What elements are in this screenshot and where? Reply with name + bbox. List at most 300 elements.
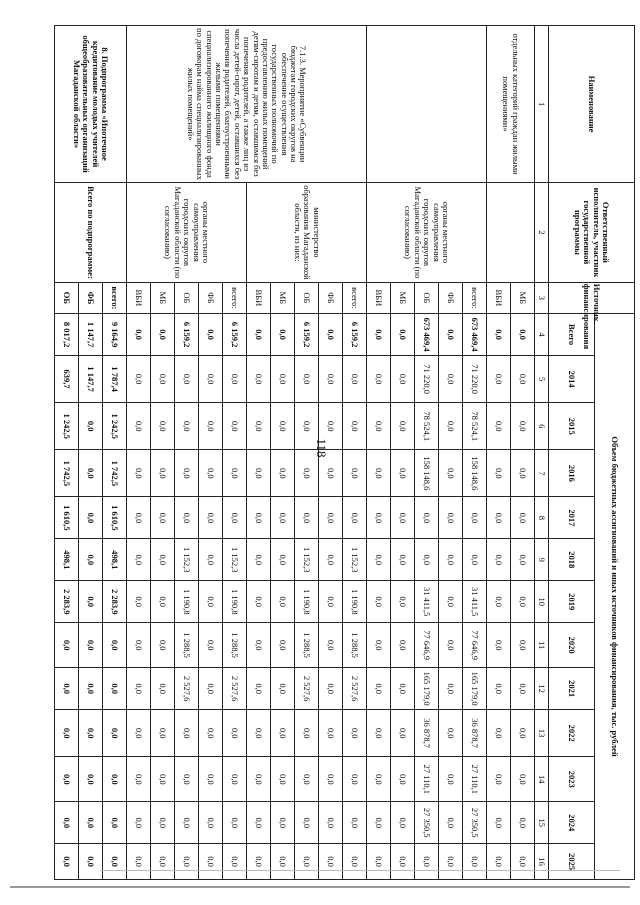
row-value: 158 148,6: [415, 450, 439, 497]
row-value: 0,0: [511, 403, 535, 450]
row-value: 0,0: [487, 403, 511, 450]
row-value: 31 411,5: [463, 581, 487, 623]
row-value: 0,0: [127, 497, 151, 539]
row-value: 6 159,2: [175, 314, 199, 356]
row-value: 0,0: [79, 497, 103, 539]
row-value: 0,0: [199, 668, 223, 710]
row-value: 1 152,3: [175, 539, 199, 581]
row-value: 1 288,5: [295, 623, 319, 668]
column-number: 6: [535, 403, 549, 450]
row-value: 0,0: [487, 802, 511, 844]
row-source: ВБИ: [487, 282, 511, 313]
row-value: 2 527,6: [175, 668, 199, 710]
row-value: 0,0: [511, 757, 535, 802]
row-value: 0,0: [439, 757, 463, 802]
row-value: 1 610,5: [55, 497, 79, 539]
header-year: 2025: [549, 844, 595, 880]
row-value: 0,0: [439, 403, 463, 450]
row-value: 498,1: [103, 539, 127, 581]
row-value: 0,0: [199, 581, 223, 623]
row-value: 0,0: [175, 450, 199, 497]
row-value: 0,0: [439, 623, 463, 668]
divider: [100, 870, 620, 871]
row-value: 0,0: [223, 497, 247, 539]
row-value: 0,0: [439, 314, 463, 356]
row-value: 0,0: [463, 844, 487, 880]
row-value: 0,0: [415, 539, 439, 581]
row-source: МБ: [511, 282, 535, 313]
page-number: 118: [314, 438, 329, 458]
row-source: ОБ: [295, 282, 319, 313]
column-number: 5: [535, 356, 549, 403]
row-value: 0,0: [319, 356, 343, 403]
row-value: 0,0: [175, 403, 199, 450]
row-value: 78 524,1: [415, 403, 439, 450]
row-value: 0,0: [151, 403, 175, 450]
column-number: 16: [535, 844, 549, 880]
row-value: 0,0: [343, 450, 367, 497]
column-number: 4: [535, 314, 549, 356]
row-value: 0,0: [103, 802, 127, 844]
column-number: 2: [535, 183, 549, 283]
header-name: Наименование: [549, 26, 635, 183]
header-year: 2016: [549, 450, 595, 497]
row-value: 0,0: [487, 539, 511, 581]
column-number: 9: [535, 539, 549, 581]
row-source: ФБ: [319, 282, 343, 313]
row-value: 0,0: [199, 403, 223, 450]
row-value: 0,0: [127, 668, 151, 710]
header-year: 2021: [549, 668, 595, 710]
row-value: 0,0: [511, 802, 535, 844]
row-value: 0,0: [487, 356, 511, 403]
row-value: 0,0: [319, 581, 343, 623]
row-responsible: [487, 183, 535, 283]
row-value: 0,0: [55, 802, 79, 844]
row-responsible: органы местного самоуправления городских округов Магаданской области (по согласованию): [127, 183, 247, 283]
row-source: всего:: [223, 282, 247, 313]
scan-edge: [10, 886, 630, 888]
column-number: 7: [535, 450, 549, 497]
row-value: 0,0: [151, 802, 175, 844]
header-source: Источник финансирования: [549, 282, 635, 313]
row-value: 0,0: [103, 757, 127, 802]
row-value: 0,0: [271, 403, 295, 450]
row-value: 0,0: [199, 450, 223, 497]
row-value: 0,0: [415, 844, 439, 880]
row-value: 0,0: [271, 581, 295, 623]
row-value: 0,0: [247, 450, 271, 497]
row-value: 0,0: [79, 623, 103, 668]
table-row: [511, 26, 535, 880]
table-container: [40, 25, 635, 880]
row-value: 0,0: [223, 710, 247, 757]
column-number: 10: [535, 581, 549, 623]
row-value: 1 190,8: [223, 581, 247, 623]
row-value: 6 159,2: [223, 314, 247, 356]
row-value: 0,0: [271, 844, 295, 880]
row-value: 0,0: [319, 844, 343, 880]
row-value: 0,0: [511, 581, 535, 623]
row-value: 0,0: [175, 757, 199, 802]
row-value: 0,0: [487, 844, 511, 880]
row-value: 1 787,4: [103, 356, 127, 403]
row-value: 1 242,5: [103, 403, 127, 450]
row-value: 8 017,2: [55, 314, 79, 356]
row-value: 0,0: [175, 356, 199, 403]
row-value: 71 220,0: [415, 356, 439, 403]
row-value: 673 469,4: [463, 314, 487, 356]
row-value: 0,0: [367, 623, 391, 668]
row-value: 0,0: [247, 314, 271, 356]
row-value: 0,0: [247, 581, 271, 623]
row-value: 0,0: [79, 403, 103, 450]
row-value: 0,0: [343, 710, 367, 757]
row-value: 0,0: [127, 623, 151, 668]
row-value: 639,7: [55, 356, 79, 403]
row-value: 0,0: [199, 757, 223, 802]
row-value: 0,0: [295, 844, 319, 880]
row-value: 0,0: [367, 668, 391, 710]
row-value: 0,0: [247, 844, 271, 880]
header-volume: Объем бюджетных ассигнований и иных источников финансирования, тыс. рублей: [595, 314, 635, 880]
row-value: 0,0: [391, 802, 415, 844]
row-value: 0,0: [511, 450, 535, 497]
column-number: 15: [535, 802, 549, 844]
row-value: 0,0: [151, 623, 175, 668]
row-value: 6 159,2: [295, 314, 319, 356]
row-value: 0,0: [511, 844, 535, 880]
row-source: ОБ: [175, 282, 199, 313]
row-value: 0,0: [79, 581, 103, 623]
row-value: 0,0: [175, 802, 199, 844]
row-source: ВБИ: [247, 282, 271, 313]
row-value: 0,0: [295, 802, 319, 844]
row-value: 0,0: [55, 844, 79, 880]
row-value: 31 411,5: [415, 581, 439, 623]
row-value: 0,0: [487, 757, 511, 802]
row-value: 2 283,9: [55, 581, 79, 623]
row-value: 0,0: [511, 668, 535, 710]
row-value: 1 242,5: [55, 403, 79, 450]
row-value: 0,0: [151, 757, 175, 802]
row-value: 0,0: [439, 844, 463, 880]
row-value: 0,0: [367, 757, 391, 802]
row-value: 27 350,5: [463, 802, 487, 844]
row-value: 0,0: [439, 450, 463, 497]
row-value: 0,0: [487, 710, 511, 757]
row-value: 0,0: [391, 497, 415, 539]
row-value: 0,0: [295, 757, 319, 802]
row-value: 0,0: [367, 710, 391, 757]
column-number: 11: [535, 623, 549, 668]
row-value: 0,0: [127, 314, 151, 356]
header-year: 2017: [549, 497, 595, 539]
row-value: 1 147,7: [79, 314, 103, 356]
header-total: Всего: [549, 314, 595, 356]
row-source: всего:: [463, 282, 487, 313]
row-value: 0,0: [439, 356, 463, 403]
row-value: 0,0: [247, 757, 271, 802]
row-value: 0,0: [343, 403, 367, 450]
row-value: 498,1: [55, 539, 79, 581]
row-value: 0,0: [55, 623, 79, 668]
row-value: 0,0: [367, 403, 391, 450]
row-value: 0,0: [367, 450, 391, 497]
row-value: 0,0: [319, 623, 343, 668]
row-value: 0,0: [79, 450, 103, 497]
row-value: 2 283,9: [103, 581, 127, 623]
row-source: всего:: [343, 282, 367, 313]
row-value: 1 288,5: [175, 623, 199, 668]
row-value: 0,0: [127, 802, 151, 844]
column-number: 3: [535, 282, 549, 313]
row-value: 0,0: [319, 450, 343, 497]
row-value: 27 350,5: [415, 802, 439, 844]
row-value: 0,0: [79, 668, 103, 710]
row-value: 0,0: [127, 581, 151, 623]
row-source: МБ: [151, 282, 175, 313]
row-name: [367, 26, 487, 183]
row-value: 0,0: [151, 539, 175, 581]
row-value: 0,0: [367, 314, 391, 356]
row-value: 0,0: [127, 403, 151, 450]
row-source: ОБ: [55, 282, 79, 313]
row-value: 36 878,7: [415, 710, 439, 757]
row-value: 0,0: [223, 802, 247, 844]
row-value: 0,0: [295, 356, 319, 403]
header-year: 2014: [549, 356, 595, 403]
row-value: 2 527,6: [223, 668, 247, 710]
row-source: ВБИ: [127, 282, 151, 313]
row-value: 0,0: [367, 356, 391, 403]
row-value: 0,0: [247, 497, 271, 539]
row-value: 0,0: [271, 356, 295, 403]
row-value: 0,0: [439, 539, 463, 581]
row-value: 0,0: [511, 356, 535, 403]
row-value: 0,0: [343, 757, 367, 802]
row-value: 0,0: [247, 539, 271, 581]
row-source: всего:: [103, 282, 127, 313]
row-value: 0,0: [199, 623, 223, 668]
header-year: 2015: [549, 403, 595, 450]
row-value: 0,0: [151, 356, 175, 403]
row-value: 0,0: [439, 710, 463, 757]
row-value: 0,0: [79, 757, 103, 802]
row-value: 0,0: [487, 450, 511, 497]
row-value: 0,0: [127, 710, 151, 757]
row-value: 77 646,9: [463, 623, 487, 668]
row-value: 0,0: [271, 314, 295, 356]
row-value: 0,0: [511, 497, 535, 539]
row-source: ФБ: [79, 282, 103, 313]
row-value: 0,0: [271, 497, 295, 539]
row-value: 27 110,1: [463, 757, 487, 802]
row-value: 0,0: [55, 757, 79, 802]
row-value: 0,0: [319, 668, 343, 710]
row-value: 0,0: [391, 757, 415, 802]
row-value: 1 742,5: [103, 450, 127, 497]
row-value: 0,0: [295, 450, 319, 497]
row-value: 0,0: [343, 356, 367, 403]
row-value: 0,0: [511, 710, 535, 757]
row-source: ФБ: [199, 282, 223, 313]
row-value: 0,0: [271, 539, 295, 581]
row-value: 0,0: [391, 581, 415, 623]
row-value: 1 190,8: [295, 581, 319, 623]
row-value: 0,0: [55, 668, 79, 710]
table-row: [103, 26, 127, 880]
row-value: 0,0: [127, 450, 151, 497]
row-value: 27 110,1: [415, 757, 439, 802]
row-value: 0,0: [439, 668, 463, 710]
row-responsible: министерство образования Магаданской области, из них:: [247, 183, 367, 283]
row-value: 0,0: [103, 623, 127, 668]
column-number: 13: [535, 710, 549, 757]
row-name: отдельных категорий граждан жилыми помещениями»: [487, 26, 535, 183]
row-value: 0,0: [199, 497, 223, 539]
row-value: 0,0: [175, 710, 199, 757]
row-responsible: органы местного самоуправления городских округов Магаданской области (по согласованию): [367, 183, 487, 283]
row-value: 0,0: [223, 844, 247, 880]
row-value: 0,0: [463, 497, 487, 539]
header-responsible: Ответственный исполнитель, участник государственной программы: [549, 183, 635, 283]
row-value: 0,0: [127, 844, 151, 880]
row-value: 0,0: [319, 802, 343, 844]
row-value: 71 220,0: [463, 356, 487, 403]
row-value: 0,0: [391, 314, 415, 356]
row-value: 0,0: [151, 314, 175, 356]
row-value: 77 646,9: [415, 623, 439, 668]
row-value: 0,0: [223, 757, 247, 802]
row-name: 7.1.3. Мероприятие «Субвенции бюджетам городских округов на обеспечение осуществления государственных полномочий по предоставлению жилых помещений детям-сиротам и детям, оставшимся без попечения родителей, а также лиц из числа детей-сирот, детей, оставшихся без попечения родителей, благоустроенными жилыми помещениями специализированного жилищного фонда по договорам найма специализированных жилых помещений»: [127, 26, 367, 183]
row-value: 0,0: [199, 710, 223, 757]
row-value: 0,0: [127, 356, 151, 403]
row-value: 0,0: [487, 623, 511, 668]
table-row: [343, 26, 367, 880]
row-value: 36 878,7: [463, 710, 487, 757]
row-value: 0,0: [175, 844, 199, 880]
row-value: 6 159,2: [343, 314, 367, 356]
row-value: 0,0: [295, 710, 319, 757]
row-value: 78 524,1: [463, 403, 487, 450]
row-responsible: Всего по подпрограмме:: [55, 183, 127, 283]
row-value: 0,0: [439, 581, 463, 623]
row-value: 0,0: [127, 539, 151, 581]
row-value: 158 148,6: [463, 450, 487, 497]
row-value: 0,0: [367, 497, 391, 539]
row-value: 0,0: [511, 539, 535, 581]
row-value: 0,0: [343, 844, 367, 880]
row-value: 0,0: [271, 710, 295, 757]
row-value: 0,0: [175, 497, 199, 539]
row-source: ВБИ: [367, 282, 391, 313]
row-value: 0,0: [247, 356, 271, 403]
row-value: 0,0: [247, 710, 271, 757]
row-value: 0,0: [391, 844, 415, 880]
row-value: 0,0: [391, 668, 415, 710]
row-value: 0,0: [319, 403, 343, 450]
row-value: 0,0: [319, 539, 343, 581]
row-value: 0,0: [463, 539, 487, 581]
row-value: 0,0: [199, 314, 223, 356]
header-year: 2020: [549, 623, 595, 668]
header-year: 2018: [549, 539, 595, 581]
row-value: 0,0: [367, 539, 391, 581]
row-value: 0,0: [439, 497, 463, 539]
row-source: ФБ: [439, 282, 463, 313]
row-value: 0,0: [319, 757, 343, 802]
row-value: 0,0: [199, 356, 223, 403]
header-year: 2023: [549, 757, 595, 802]
row-value: 1 288,5: [223, 623, 247, 668]
header-year: 2024: [549, 802, 595, 844]
row-value: 0,0: [511, 623, 535, 668]
row-value: 0,0: [391, 356, 415, 403]
row-source: МБ: [271, 282, 295, 313]
row-value: 0,0: [103, 668, 127, 710]
row-value: 0,0: [271, 757, 295, 802]
row-source: МБ: [391, 282, 415, 313]
column-number: 8: [535, 497, 549, 539]
row-value: 0,0: [103, 710, 127, 757]
row-value: 1 152,3: [295, 539, 319, 581]
row-value: 165 179,0: [463, 668, 487, 710]
row-value: 0,0: [127, 757, 151, 802]
column-number: 12: [535, 668, 549, 710]
row-value: 0,0: [199, 844, 223, 880]
row-value: 0,0: [487, 668, 511, 710]
row-value: 0,0: [151, 710, 175, 757]
row-value: 9 164,9: [103, 314, 127, 356]
row-value: 0,0: [295, 403, 319, 450]
row-value: 1 190,8: [175, 581, 199, 623]
row-value: 1 190,8: [343, 581, 367, 623]
row-value: 0,0: [271, 623, 295, 668]
row-value: 2 527,6: [343, 668, 367, 710]
row-value: 0,0: [247, 668, 271, 710]
row-value: 0,0: [391, 539, 415, 581]
row-value: 0,0: [247, 802, 271, 844]
row-value: 0,0: [271, 668, 295, 710]
row-value: 0,0: [79, 844, 103, 880]
row-value: 0,0: [319, 710, 343, 757]
row-value: 0,0: [151, 450, 175, 497]
table-row: [463, 26, 487, 880]
row-value: 0,0: [223, 356, 247, 403]
row-value: 0,0: [415, 497, 439, 539]
column-number: 14: [535, 757, 549, 802]
row-value: 0,0: [151, 581, 175, 623]
row-value: 1 147,7: [79, 356, 103, 403]
row-name: 8. Подпрограмма «Ипотечное кредитование молодых учителей общеобразовательных организаций Магаданской области»: [55, 26, 127, 183]
row-value: 0,0: [79, 802, 103, 844]
row-value: 0,0: [151, 844, 175, 880]
row-source: ОБ: [415, 282, 439, 313]
row-value: 0,0: [487, 314, 511, 356]
row-value: 0,0: [319, 497, 343, 539]
row-value: 0,0: [391, 403, 415, 450]
row-value: 0,0: [151, 668, 175, 710]
row-value: 0,0: [247, 403, 271, 450]
row-value: 0,0: [511, 314, 535, 356]
row-value: 0,0: [367, 581, 391, 623]
row-value: 0,0: [103, 844, 127, 880]
column-number: 1: [535, 26, 549, 183]
row-value: 0,0: [367, 844, 391, 880]
row-value: 0,0: [391, 710, 415, 757]
row-value: 0,0: [151, 497, 175, 539]
